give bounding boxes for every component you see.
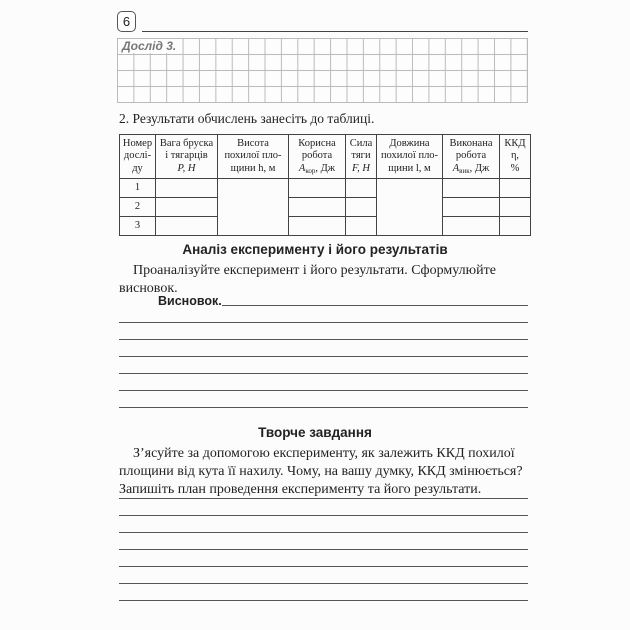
answer-line[interactable] [119, 566, 528, 567]
header-useful-work: Корисна робота $A_{кор}$, Дж [289, 135, 346, 179]
creative-title: Творче завдання [258, 425, 372, 440]
header-height: Висота похилої пло- щини h, м [218, 135, 289, 179]
answer-line[interactable] [119, 373, 528, 374]
cell-total-work[interactable] [443, 217, 500, 236]
answer-line[interactable] [119, 356, 528, 357]
table-header-row [120, 135, 531, 179]
experiment-label: Дослід 3. [122, 39, 177, 53]
cell-total-work[interactable] [443, 179, 500, 198]
conclusion-label: Висновок. [158, 294, 222, 308]
cell-force[interactable] [346, 179, 377, 198]
cell-efficiency[interactable] [500, 179, 531, 198]
header-line [142, 31, 528, 32]
cell-force[interactable] [346, 217, 377, 236]
answer-line[interactable] [119, 515, 528, 516]
cell-weight[interactable] [156, 198, 218, 217]
answer-line[interactable] [119, 390, 528, 391]
task-instruction: 2. Результати обчислень занесіть до таблиці. [119, 111, 375, 126]
answer-line[interactable] [119, 498, 528, 499]
cell-useful-work[interactable] [289, 217, 346, 236]
header-trial: Номер дослі- ду [120, 135, 156, 179]
cell-useful-work[interactable] [289, 179, 346, 198]
analysis-text: Проаналізуйте експеримент і його результати. Сформулюйте висновок. [119, 263, 496, 296]
row-number: 1 [120, 179, 156, 198]
answer-line[interactable] [119, 583, 528, 584]
results-table [119, 134, 531, 236]
answer-line[interactable] [119, 532, 528, 533]
header-force: Сила тяги F, Н [346, 135, 377, 179]
grid-area[interactable] [117, 38, 528, 103]
cell-efficiency[interactable] [500, 217, 531, 236]
row-number: 3 [120, 217, 156, 236]
table-row [120, 179, 531, 198]
table-row [120, 217, 531, 236]
cell-weight[interactable] [156, 217, 218, 236]
creative-text: З’ясуйте за допомогою експерименту, як залежить ККД похилої площини від кута її нахилу. Чому, на вашу думку, ККД змінюється? Запишіть план проведення експерименту та його результати. [119, 446, 523, 497]
answer-line[interactable] [119, 322, 528, 323]
answer-line[interactable] [119, 600, 528, 601]
answer-line[interactable] [119, 407, 528, 408]
page-number: 6 [117, 11, 136, 32]
answer-line[interactable] [119, 549, 528, 550]
header-efficiency: ККД η, % [500, 135, 531, 179]
analysis-title: Аналіз експерименту і його результатів [182, 242, 448, 257]
cell-height[interactable] [218, 179, 289, 236]
header-length: Довжина похилої пло- щини l, м [377, 135, 443, 179]
header-total-work: Виконана робота $A_{вик}$, Дж [443, 135, 500, 179]
row-number: 2 [120, 198, 156, 217]
header-weight: Вага бруска і тягарців P, Н [156, 135, 218, 179]
cell-useful-work[interactable] [289, 198, 346, 217]
conclusion-answer-line[interactable] [222, 305, 528, 306]
cell-total-work[interactable] [443, 198, 500, 217]
cell-force[interactable] [346, 198, 377, 217]
cell-length[interactable] [377, 179, 443, 236]
answer-line[interactable] [119, 339, 528, 340]
cell-weight[interactable] [156, 179, 218, 198]
cell-efficiency[interactable] [500, 198, 531, 217]
table-row [120, 198, 531, 217]
